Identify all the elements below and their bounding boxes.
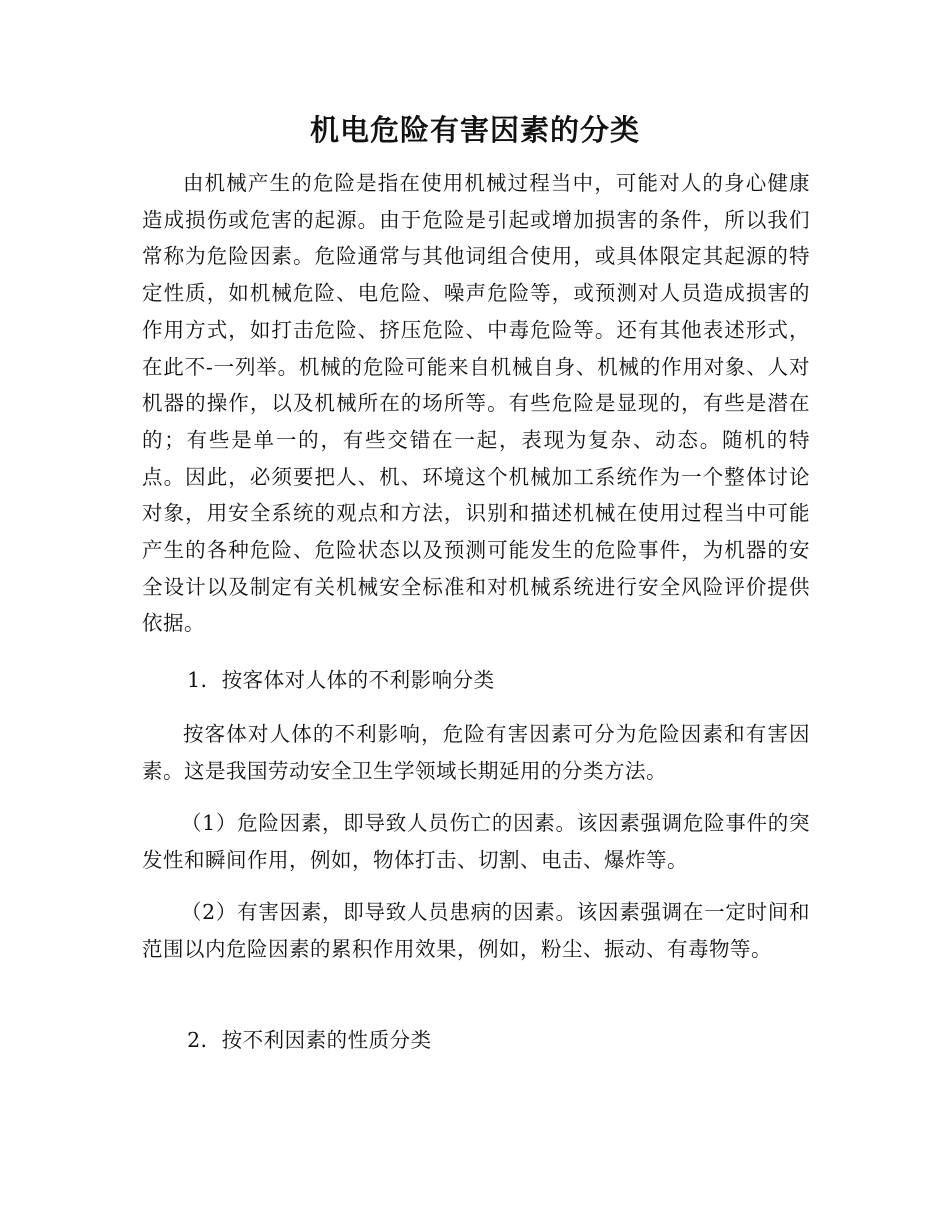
section-2-heading: 2．按不利因素的性质分类 bbox=[187, 1028, 432, 1052]
section-1-paragraph: 按客体对人体的不利影响，危险有害因素可分为危险因素和有害因素。这是我国劳动安全卫生学领域长期延用的分类方法。 bbox=[142, 722, 810, 783]
intro-paragraph: 由机械产生的危险是指在使用机械过程当中，可能对人的身心健康造成损伤或危害的起源。由于危险是引起或增加损害的条件，所以我们常称为危险因素。危险通常与其他词组合使用，或具体限定其起源的特定性质，如机械危险、电危险、噪声危险等，或预测对人员造成损害的作用方式，如打击危险、挤压危险、中毒危险等。还有其他表述形式，在此不-一列举。机械的危险可能来自机械自身、机械的作用对象、人对机器的操作，以及机械所在的场所等。有些危险是显现的，有些是潜在的；有些是单一的，有些交错在一起，表现为复杂、动态。随机的特点。因此，必须要把人、机、环境这个机械加工系统作为一个整体讨论对象，用安全系统的观点和方法，识别和描述机械在使用过程当中可能产生的各种危险、危险状态以及预测可能发生的危险事件，为机器的安全设计以及制定有关机械安全标准和对机械系统进行安全风险评价提供依据。 bbox=[142, 171, 810, 636]
section-1-item-2: （2）有害因素，即导致人员患病的因素。该因素强调在一定时间和范围以内危险因素的累积作用效果，例如，粉尘、振动、有毒物等。 bbox=[142, 900, 810, 961]
section-1-heading: 1．按客体对人体的不利影响分类 bbox=[187, 668, 495, 692]
section-1-item-1: （1）危险因素，即导致人员伤亡的因素。该因素强调危险事件的突发性和瞬间作用，例如，物体打击、切割、电击、爆炸等。 bbox=[142, 811, 810, 872]
page-title: 机电危险有害因素的分类 bbox=[309, 113, 640, 147]
